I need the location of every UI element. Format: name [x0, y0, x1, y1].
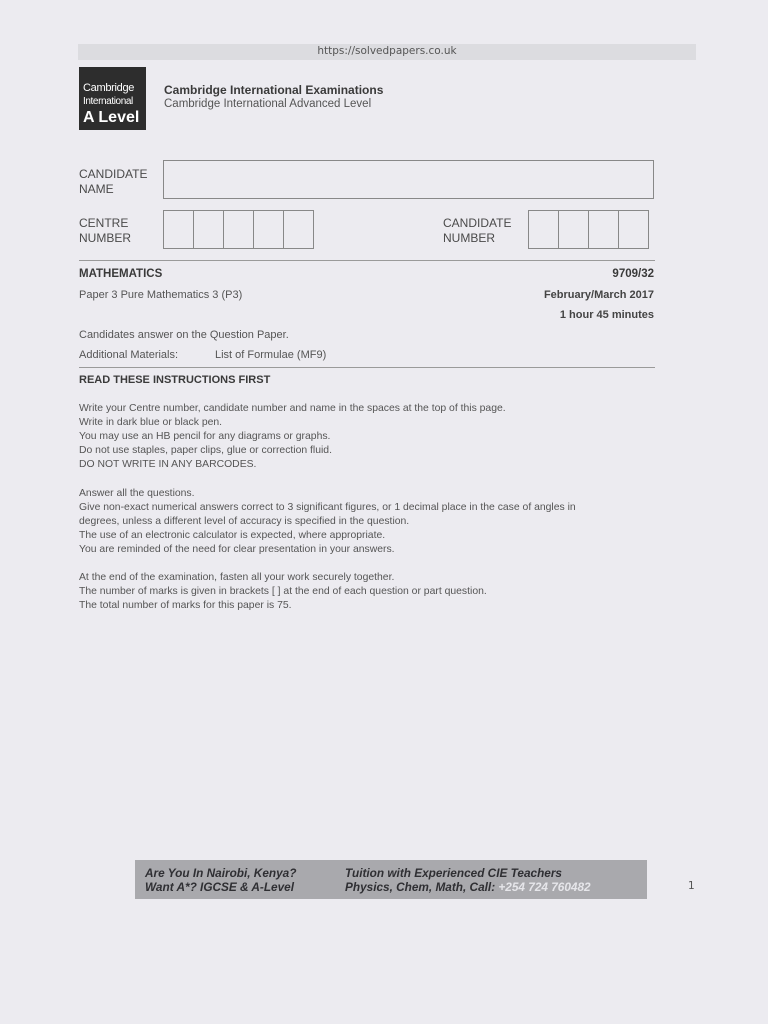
source-url[interactable]: https://solvedpapers.co.uk	[317, 45, 457, 57]
ad-left-line-1: Are You In Nairobi, Kenya?	[145, 866, 297, 880]
instruction-line: The total number of marks for this paper is 75.	[79, 599, 292, 611]
candidate-digit-box[interactable]	[528, 210, 559, 249]
centre-number-label: CENTRE NUMBER	[79, 216, 132, 245]
instruction-line: Do not use staples, paper clips, glue or correction fluid.	[79, 444, 332, 456]
instructions-paragraph-2	[79, 487, 669, 557]
candidate-name-field[interactable]	[163, 160, 654, 199]
exam-duration: 1 hour 45 minutes	[559, 309, 654, 321]
instruction-line: Write your Centre number, candidate number and name in the spaces at the top of this page.	[79, 403, 506, 414]
centre-number-field[interactable]	[163, 210, 313, 249]
subject: MATHEMATICS	[79, 268, 163, 280]
ad-right-line-2: Physics, Chem, Math, Call: +254 724 760482	[345, 880, 591, 894]
instruction-line: degrees, unless a different level of accuracy is specified in the question.	[79, 515, 410, 527]
candidate-digit-box[interactable]	[558, 210, 589, 249]
additional-materials-label: Additional Materials:	[79, 349, 179, 361]
instructions-heading: READ THESE INSTRUCTIONS FIRST	[79, 374, 271, 386]
url-banner	[78, 44, 696, 60]
exam-board: Cambridge International Examinations	[164, 83, 384, 97]
divider	[79, 260, 655, 261]
instruction-line: At the end of the examination, fasten all your work securely together.	[79, 572, 395, 583]
instruction-line: Answer all the questions.	[79, 488, 195, 499]
instructions-paragraph-3	[79, 571, 669, 613]
instructions-paragraph-1	[79, 402, 669, 472]
instruction-line: DO NOT WRITE IN ANY BARCODES.	[79, 458, 257, 470]
candidate-number-field[interactable]	[528, 210, 648, 249]
instruction-line: You are reminded of the need for clear presentation in your answers.	[79, 543, 395, 555]
ad-phone-number: +254 724 760482	[498, 880, 591, 894]
logo-line-3: A Level	[83, 109, 140, 126]
cambridge-logo	[79, 67, 146, 130]
answer-note: Candidates answer on the Question Paper.	[79, 329, 289, 341]
ad-right-line-1: Tuition with Experienced CIE Teachers	[345, 866, 562, 880]
candidate-number-label: CANDIDATE NUMBER	[443, 216, 512, 245]
tuition-advert-banner	[135, 860, 647, 899]
additional-materials-value: List of Formulae (MF9)	[215, 349, 327, 361]
divider	[79, 367, 655, 368]
logo-line-2: International	[83, 96, 133, 107]
paper-code: 9709/32	[612, 268, 654, 280]
page-number: 1	[688, 880, 695, 892]
ad-left-line-2: Want A*? IGCSE & A-Level	[145, 880, 295, 894]
instruction-line: The use of an electronic calculator is expected, where appropriate.	[79, 529, 386, 541]
paper-title: Paper 3 Pure Mathematics 3 (P3)	[79, 289, 243, 301]
centre-digit-box[interactable]	[253, 210, 284, 249]
qualification-title: Cambridge International Advanced Level	[164, 98, 372, 110]
instruction-line: Give non-exact numerical answers correct to 3 significant figures, or 1 decimal place in the case of angles in	[79, 501, 576, 513]
centre-digit-box[interactable]	[283, 210, 314, 249]
logo-line-1: Cambridge	[83, 82, 135, 94]
centre-digit-box[interactable]	[163, 210, 194, 249]
instruction-line: You may use an HB pencil for any diagrams or graphs.	[79, 430, 331, 442]
candidate-digit-box[interactable]	[588, 210, 619, 249]
centre-digit-box[interactable]	[193, 210, 224, 249]
candidate-name-label: CANDIDATE NAME	[79, 167, 148, 196]
candidate-digit-box[interactable]	[618, 210, 649, 249]
centre-digit-box[interactable]	[223, 210, 254, 249]
instruction-line: The number of marks is given in brackets [ ] at the end of each question or part question.	[79, 585, 487, 597]
exam-session: February/March 2017	[543, 289, 654, 301]
instruction-line: Write in dark blue or black pen.	[79, 416, 223, 428]
